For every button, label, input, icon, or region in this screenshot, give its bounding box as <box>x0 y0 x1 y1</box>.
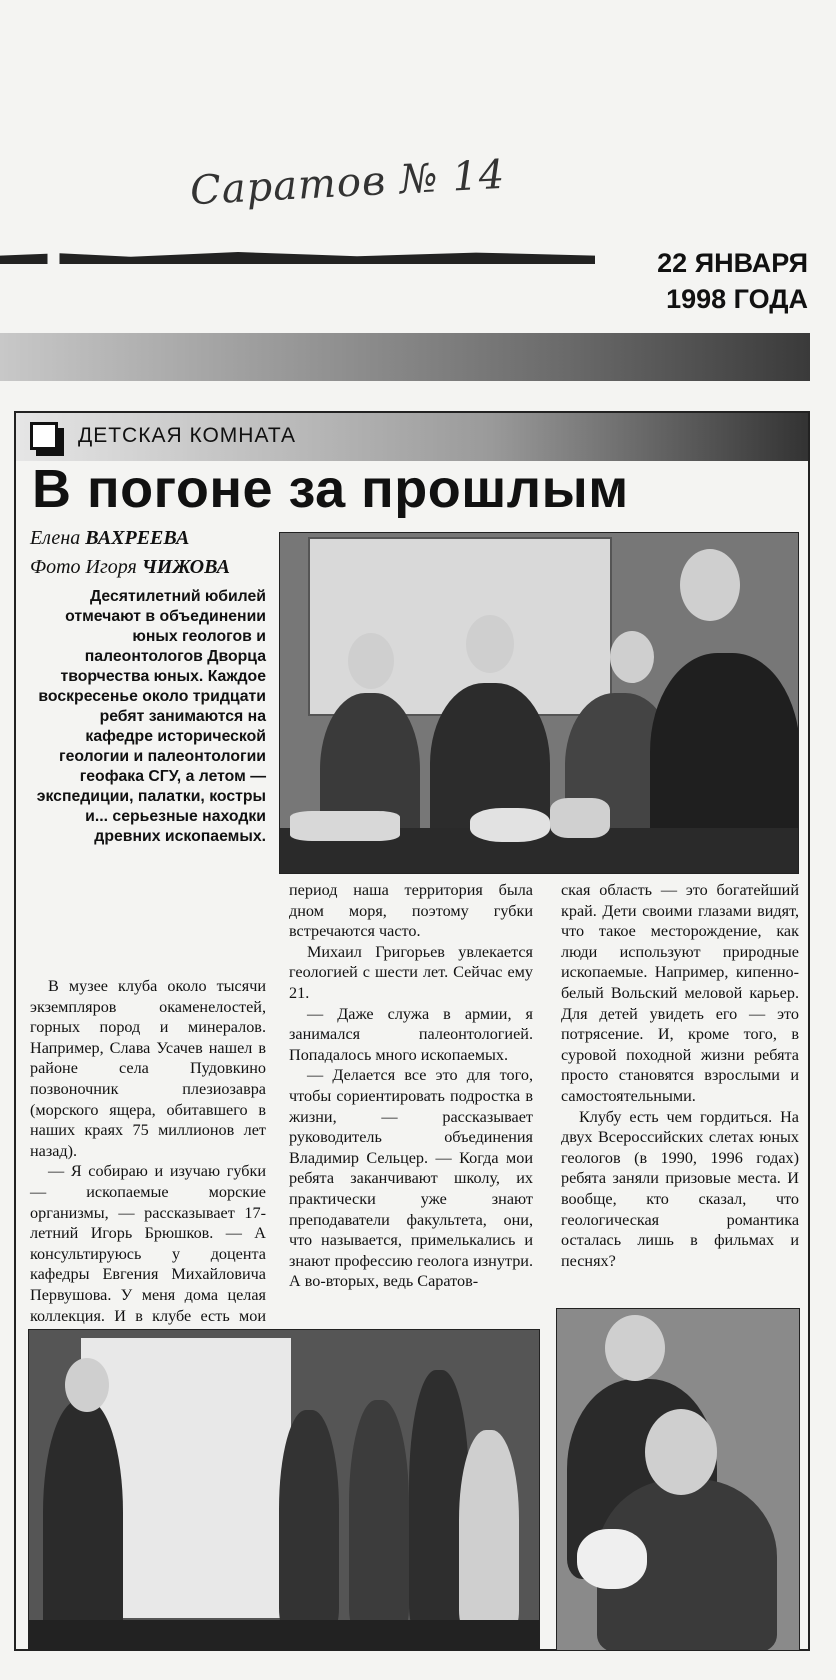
issue-date <box>657 245 808 317</box>
figure-head <box>466 615 514 673</box>
specimen <box>577 1529 647 1589</box>
byline-photo <box>30 556 230 579</box>
paragraph: период наша территория была дном моря, поэтому губки встречаются часто. <box>289 881 533 941</box>
figure-child <box>279 1410 339 1630</box>
masthead-scrap <box>0 252 595 264</box>
specimen <box>470 808 550 842</box>
headline: В погоне за прошлым <box>32 459 629 519</box>
figure-head <box>610 631 654 683</box>
figure-child <box>459 1430 519 1630</box>
date-line-2: 1998 ГОДА <box>666 284 808 314</box>
paragraph: ская область — это богатейший край. Дети своими глазами видят, что такое месторождение, как люди используют природные ископаемые. Например, кипенно-белый Вольский меловой карьер. Для детей увидеть его — это потрясение. И, кроме того, в суровой походной жизни ребята просто становятся взрослыми и самостоятельными. <box>561 881 799 1105</box>
column-1 <box>30 976 266 1347</box>
author-name: ВАХРЕЕВА <box>85 527 190 549</box>
column-2 <box>289 880 533 1292</box>
figure-head <box>348 633 394 689</box>
photo-museum <box>28 1329 540 1651</box>
figure-head <box>65 1358 109 1412</box>
photo-boy-specimen <box>556 1308 800 1651</box>
specimen <box>290 811 400 841</box>
figure-child <box>349 1400 409 1630</box>
photo-name: ЧИЖОВА <box>141 556 230 578</box>
author-prefix: Елена <box>30 527 81 549</box>
figure-head <box>645 1409 717 1495</box>
figure-head <box>605 1315 665 1381</box>
specimen <box>550 798 610 838</box>
grey-band <box>0 333 810 381</box>
paragraph: — Даже служа в армии, я занимался палеонтологией. Попадалось много ископаемых. <box>289 1004 533 1064</box>
photo-prefix: Фото Игоря <box>30 556 137 578</box>
paragraph: Клубу есть чем гордиться. На двух Всероссийских слетах юных геологов (в 1990, 1996 годах) ребята заняли призовые места. И вообще, кто сказал, что геологическая романтика осталась лишь в фильмах и песнях? <box>561 1107 799 1270</box>
rubric-square-icon <box>30 422 58 450</box>
lead-paragraph: Десятилетний юбилей отмечают в объединении юных геологов и палеонтологов Дворца творчества юных. Каждое воскресенье около тридцати ребят занимаются на кафедре исторической геологии и палеонтологии геофака СГУ, а летом — экспедиции, палатки, костры и... серьезные находки древних ископаемых. <box>36 588 266 845</box>
paragraph: — Я собираю и изучаю губки — ископаемые морские организмы, — рассказывает 17-летний Игорь Брюшков. — А консультируюсь у доцента кафедры Евгения Михайловича Первушова. У меня дома целая коллекция. И в клубе есть мои <box>30 1162 266 1325</box>
byline-author <box>30 527 189 550</box>
paragraph: Михаил Григорьев увлекается геологией с шести лет. Сейчас ему 21. <box>289 942 533 1002</box>
floor <box>29 1620 540 1651</box>
wall-map <box>308 537 612 716</box>
photo-classroom <box>279 532 799 874</box>
rubric-label: ДЕТСКАЯ КОМНАТА <box>78 424 296 447</box>
column-3 <box>561 880 799 1271</box>
date-line-1: 22 ЯНВАРЯ <box>657 248 808 278</box>
figure-head <box>680 549 740 621</box>
figure-guide <box>43 1400 123 1650</box>
handwritten-note: Саратов № 14 <box>189 151 507 215</box>
paragraph: — Делается все это для того, чтобы сориентировать подростка в жизни, — рассказывает руководитель объединения Владимир Сельцер. — Когда мои ребята заканчивают школу, их практически уже знают преподаватели факультета, они, что называется, примелькались и знают профессию геолога изнутри. А во-вторых, ведь Саратов- <box>289 1066 533 1291</box>
paragraph: В музее клуба около тысячи экземпляров окаменелостей, горных пород и минералов. Например, Слава Усачев нашел в районе села Пудовкино позвоночник плезиозавра (морского ящера, обитавшего в наших краях 75 миллионов лет назад). <box>30 977 266 1160</box>
